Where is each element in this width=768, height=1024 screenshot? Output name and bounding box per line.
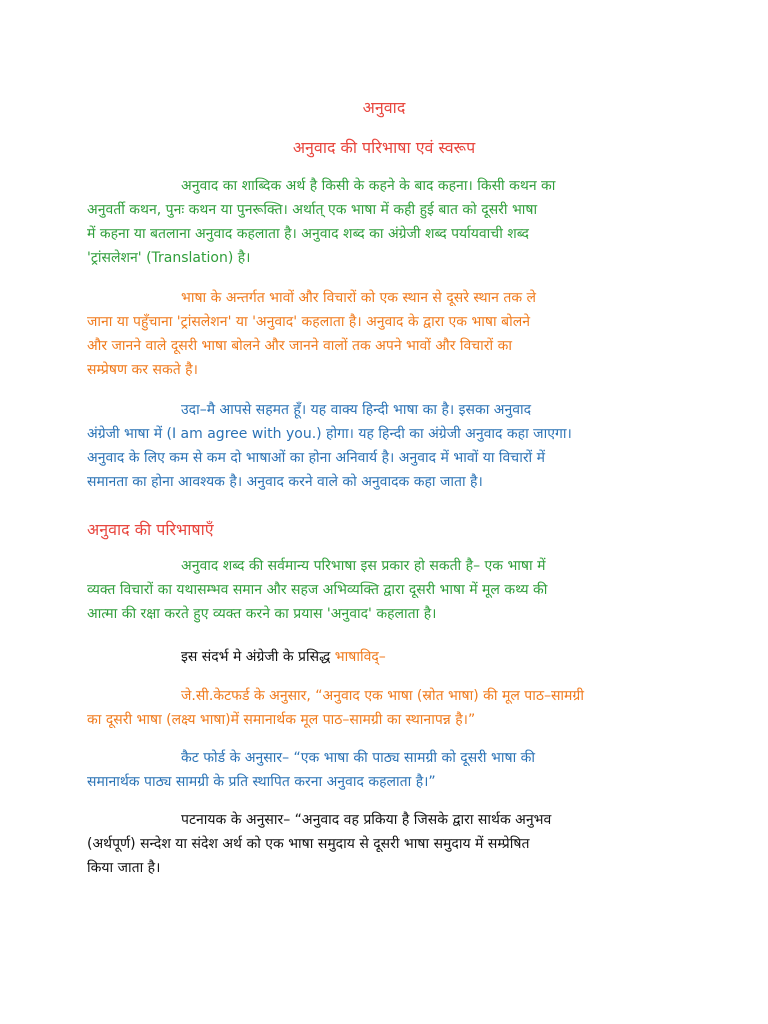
paragraph-line: और जानने वाले दूसरी भाषा बोलने और जानने वालों तक अपने भावों और विचारों का [87, 338, 512, 354]
quote-line: का दूसरी भाषा (लक्ष्य भाषा)में समानार्थक मूल पाठ–सामग्री का स्थानापन्न है।” [87, 712, 476, 728]
paragraph-line: 'ट्रांसलेशन' (Translation) है। [87, 250, 251, 266]
paragraph-line: जाना या पहुँचाना 'ट्रांसलेशन' या 'अनुवाद' कहलाता है। अनुवाद के द्वारा एक भाषा बोलने [87, 314, 530, 330]
paragraph-meaning [87, 174, 679, 270]
paragraph-line: अनुवाद शब्द की सर्वमान्य परिभाषा इस प्रकार हो सकती है– एक भाषा में [181, 558, 546, 574]
quote-catford [87, 684, 679, 732]
context-line-text: इस संदर्भ मे अंग्रेजी के प्रसिद्ध [181, 649, 335, 665]
paragraph-line: व्यक्त विचारों का यथासम्भव समान और सहज अभिव्यक्ति द्वारा दूसरी भाषा में मूल कथ्य की [87, 582, 548, 598]
quote-line: समानार्थक पाठ्य सामग्री के प्रति स्थापित करना अनुवाद कहलाता है।” [87, 774, 436, 790]
context-line-highlight: भाषाविद्– [334, 649, 386, 665]
paragraph-line: सम्प्रेषण कर सकते है। [87, 362, 198, 378]
quote-line: पटनायक के अनुसार– “अनुवाद वह प्रकिया है जिसके द्वारा सार्थक अनुभव [181, 812, 552, 828]
paragraph-line: भाषा के अन्तर्गत भावों और विचारों को एक स्थान से दूसरे स्थान तक ले [181, 290, 537, 306]
paragraph-line: में कहना या बतलाना अनुवाद कहलाता है। अनुवाद शब्द का अंग्रेजी शब्द पर्यायवाची शब्द [87, 226, 529, 242]
paragraph-line: समानता का होना आवश्यक है। अनुवाद करने वाले को अनुवादक कहा जाता है। [87, 474, 483, 490]
paragraph-line: अनुवाद के लिए कम से कम दो भाषाओं का होना अनिवार्य है। अनुवाद में भावों या विचारों में [87, 450, 545, 466]
quote-line: कैट फोर्ड के अनुसार– “एक भाषा की पाठ्य सामग्री को दूसरी भाषा की [181, 750, 536, 766]
quote-line: जे.सी.केटफर्ड के अनुसार, “अनुवाद एक भाषा (स्रोत भाषा) की मूल पाठ–सामग्री [181, 688, 584, 704]
paragraph-definition [87, 554, 679, 626]
quote-line: किया जाता है। [87, 860, 161, 876]
paragraph-line: अंग्रेजी भाषा में (I am agree with you.) होगा। यह हिन्दी का अंग्रेजी अनुवाद कहा जाएगा। [87, 426, 572, 442]
quote-patnayak [87, 808, 679, 880]
paragraph-line: अनुवाद का शाब्दिक अर्थ है किसी के कहने के बाद कहना। किसी कथन का [181, 178, 556, 194]
paragraph-line: अनुवर्ती कथन, पुनः कथन या पुनरूक्ति। अर्थात् एक भाषा में कही हुई बात को दूसरी भाषा [87, 202, 538, 218]
page-title: अनुवाद [362, 98, 406, 117]
page-subtitle: अनुवाद की परिभाषा एवं स्वरूप [292, 138, 476, 157]
quote-cat-ford [87, 746, 679, 794]
section-heading: अनुवाद की परिभाषाएँ [87, 520, 214, 539]
paragraph-transfer [87, 286, 679, 382]
context-line [181, 647, 386, 666]
paragraph-line: आत्मा की रक्षा करते हुए व्यक्त करने का प्रयास 'अनुवाद' कहलाता है। [87, 606, 437, 622]
quote-line: (अर्थपूर्ण) सन्देश या संदेश अर्थ को एक भाषा समुदाय से दूसरी भाषा समुदाय में सम्प्रेषित [87, 836, 530, 852]
paragraph-line: उदा–मै आपसे सहमत हूँ। यह वाक्य हिन्दी भाषा का है। इसका अनुवाद [181, 402, 532, 418]
paragraph-example [87, 398, 679, 494]
